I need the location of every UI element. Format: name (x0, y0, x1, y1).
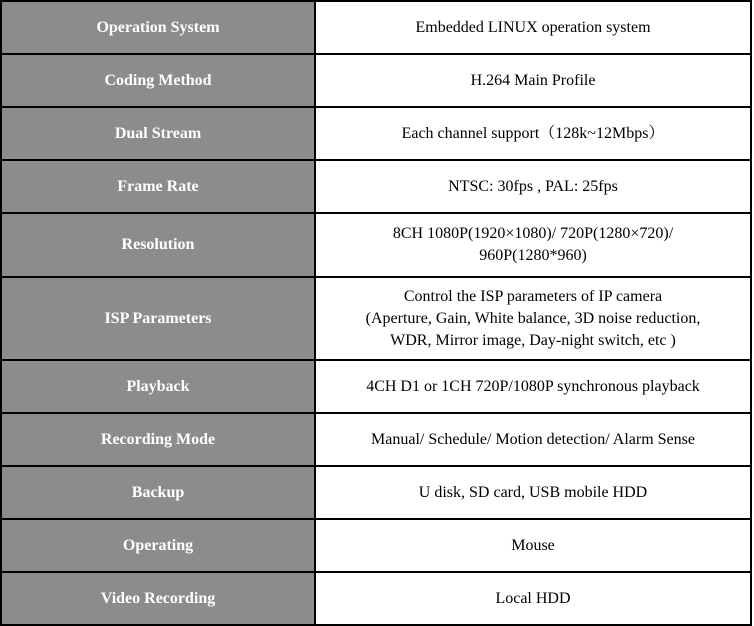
value-line: Manual/ Schedule/ Motion detection/ Alarm Sense (371, 430, 695, 448)
row-value (315, 54, 751, 107)
value-line: Control the ISP parameters of IP camera (403, 287, 663, 305)
value-line: Embedded LINUX operation system (415, 18, 651, 36)
row-label: Recording Mode (1, 413, 315, 466)
row-label: Dual Stream (1, 107, 315, 160)
row-value (315, 107, 751, 160)
value-line: H.264 Main Profile (470, 71, 596, 89)
table-row (1, 277, 751, 360)
value-line: 4CH D1 or 1CH 720P/1080P synchronous playback (366, 377, 700, 395)
value-line: Local HDD (495, 589, 571, 607)
row-value (315, 572, 751, 625)
table-row (1, 519, 751, 572)
value-line: NTSC: 30fps , PAL: 25fps (448, 177, 618, 195)
value-line: 8CH 1080P(1920×1080)/ 720P(1280×720)/ (392, 225, 674, 242)
row-label: Video Recording (1, 572, 315, 625)
row-value (315, 519, 751, 572)
row-label: Backup (1, 466, 315, 519)
table-row (1, 160, 751, 213)
row-label: Operating (1, 519, 315, 572)
row-label: Coding Method (1, 54, 315, 107)
table-row (1, 466, 751, 519)
value-line: Mouse (511, 536, 555, 554)
table-row (1, 213, 751, 277)
row-value (315, 413, 751, 466)
value-line: Each channel support（128k~12Mbps） (401, 124, 665, 142)
value-line: (Aperture, Gain, White balance, 3D noise reduction, (365, 309, 701, 327)
row-label: ISP Parameters (1, 277, 315, 360)
table-row (1, 360, 751, 413)
table-row (1, 572, 751, 625)
row-value (315, 466, 751, 519)
value-line: U disk, SD card, USB mobile HDD (418, 483, 648, 501)
row-label: Playback (1, 360, 315, 413)
row-value (315, 360, 751, 413)
table-row (1, 107, 751, 160)
table-row (1, 54, 751, 107)
row-label: Resolution (1, 213, 315, 277)
row-value (315, 160, 751, 213)
table-row (1, 1, 751, 54)
row-value (315, 1, 751, 54)
row-label: Frame Rate (1, 160, 315, 213)
row-value (315, 277, 751, 360)
row-label: Operation System (1, 1, 315, 54)
value-line: WDR, Mirror image, Day-night switch, etc ) (390, 331, 676, 349)
value-line: 960P(1280*960) (479, 247, 587, 264)
row-value (315, 213, 751, 277)
table-row (1, 413, 751, 466)
